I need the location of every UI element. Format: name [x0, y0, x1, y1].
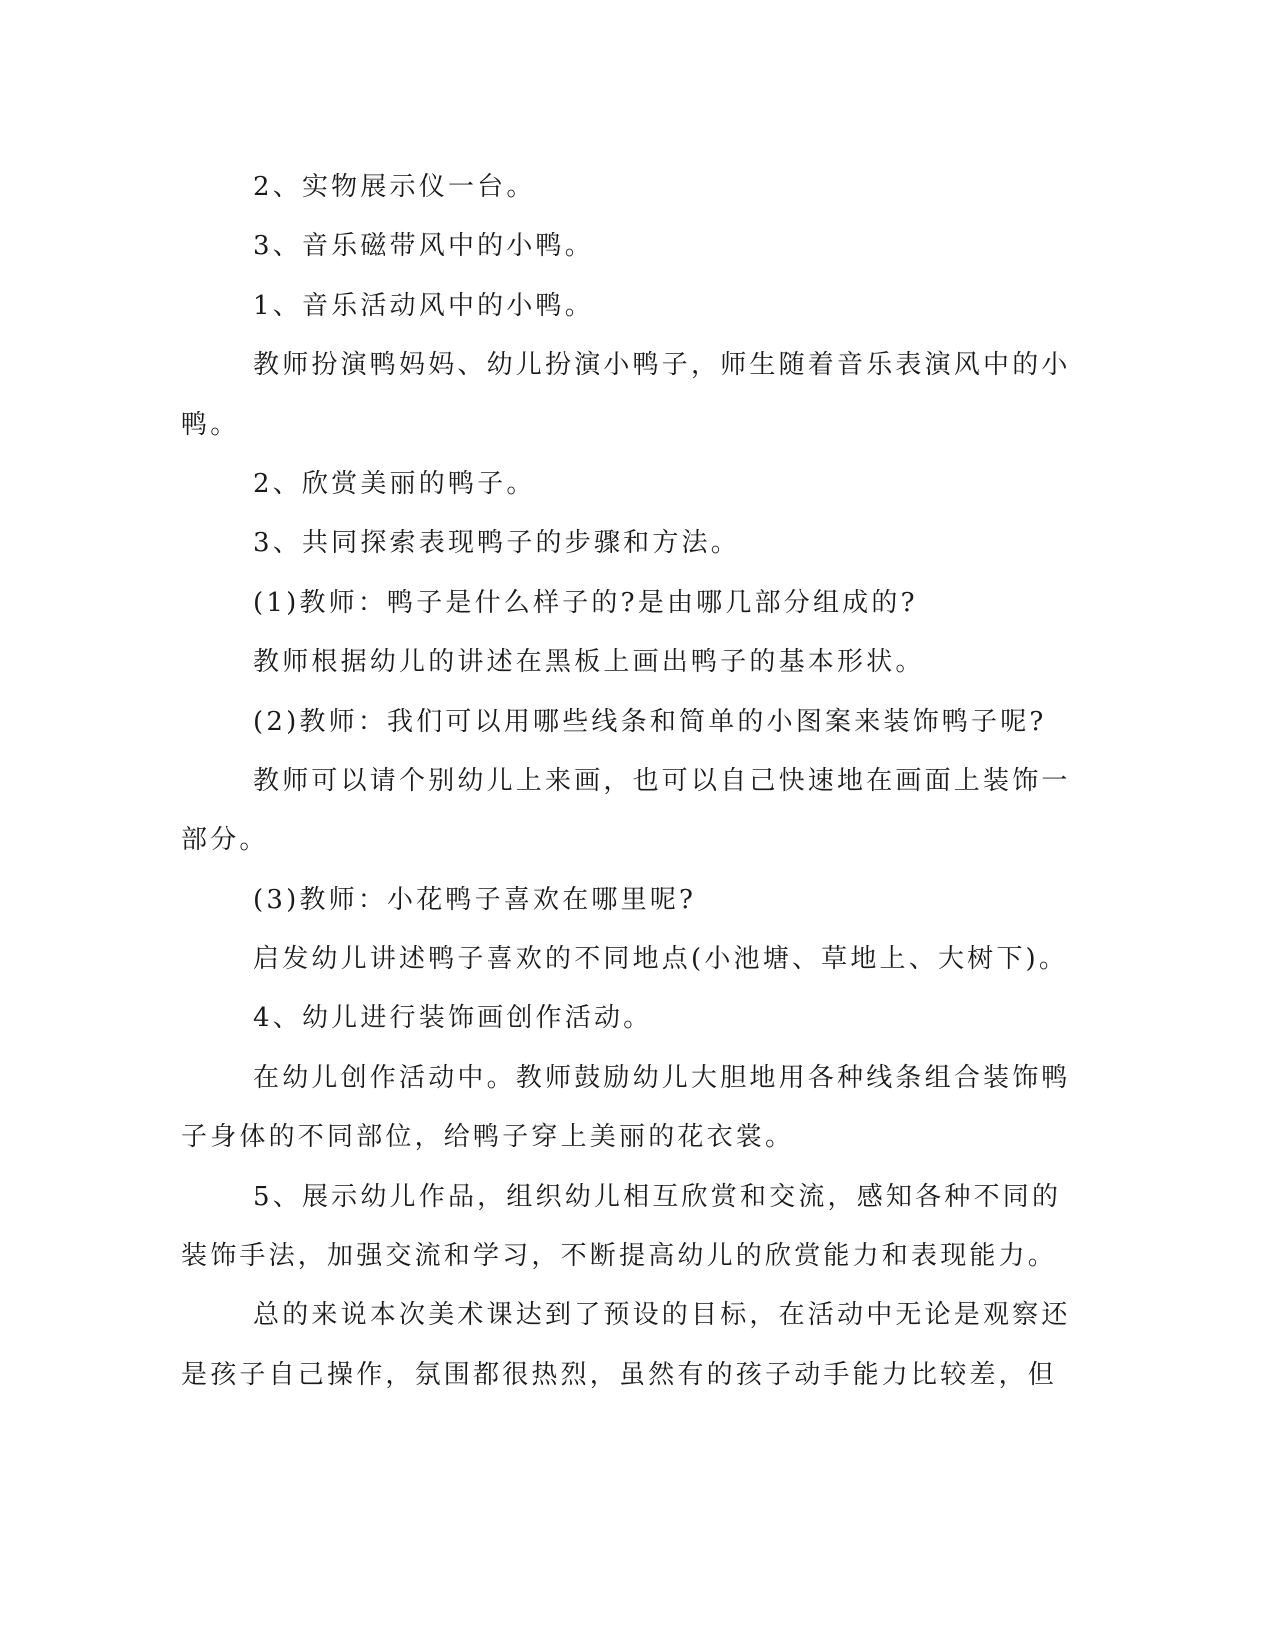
text-line: 3、共同探索表现鸭子的步骤和方法。 — [253, 528, 740, 559]
text-line: 部分。 — [181, 825, 269, 856]
text-line: 教师扮演鸭妈妈、幼儿扮演小鸭子，师生随着音乐表演风中的小 — [253, 350, 1071, 381]
text-line: 总的来说本次美术课达到了预设的目标，在活动中无论是观察还 — [253, 1300, 1071, 1331]
text-line: 2、欣赏美丽的鸭子。 — [253, 468, 536, 499]
text-line: 启发幼儿讲述鸭子喜欢的不同地点(小池塘、草地上、大树下)。 — [253, 944, 1069, 975]
text-line: 5、展示幼儿作品，组织幼儿相互欣赏和交流，感知各种不同的 — [253, 1181, 1062, 1212]
text-line: (1)教师：鸭子是什么样子的?是由哪几部分组成的? — [253, 587, 918, 618]
text-line: 是孩子自己操作，氛围都很热烈，虽然有的孩子动手能力比较差，但 — [181, 1359, 1058, 1390]
text-line: (3)教师：小花鸭子喜欢在哪里呢? — [253, 884, 697, 915]
text-line: 1、音乐活动风中的小鸭。 — [253, 290, 594, 321]
text-line: 3、音乐磁带风中的小鸭。 — [253, 231, 594, 262]
text-line: 4、幼儿进行装饰画创作活动。 — [253, 1003, 653, 1034]
text-line: 教师可以请个别幼儿上来画，也可以自己快速地在画面上装饰一 — [253, 765, 1071, 796]
text-line: (2)教师：我们可以用哪些线条和简单的小图案来装饰鸭子呢? — [253, 706, 1047, 737]
text-line: 鸭。 — [181, 409, 240, 440]
text-line: 2、实物展示仪一台。 — [253, 172, 536, 202]
text-line: 在幼儿创作活动中。教师鼓励幼儿大胆地用各种线条组合装饰鸭 — [253, 1062, 1071, 1093]
text-line: 子身体的不同部位，给鸭子穿上美丽的花衣裳。 — [181, 1122, 795, 1153]
text-line: 装饰手法，加强交流和学习，不断提高幼儿的欣赏能力和表现能力。 — [181, 1241, 1058, 1272]
text-line: 教师根据幼儿的讲述在黑板上画出鸭子的基本形状。 — [253, 647, 925, 678]
document-body — [181, 158, 1071, 1405]
